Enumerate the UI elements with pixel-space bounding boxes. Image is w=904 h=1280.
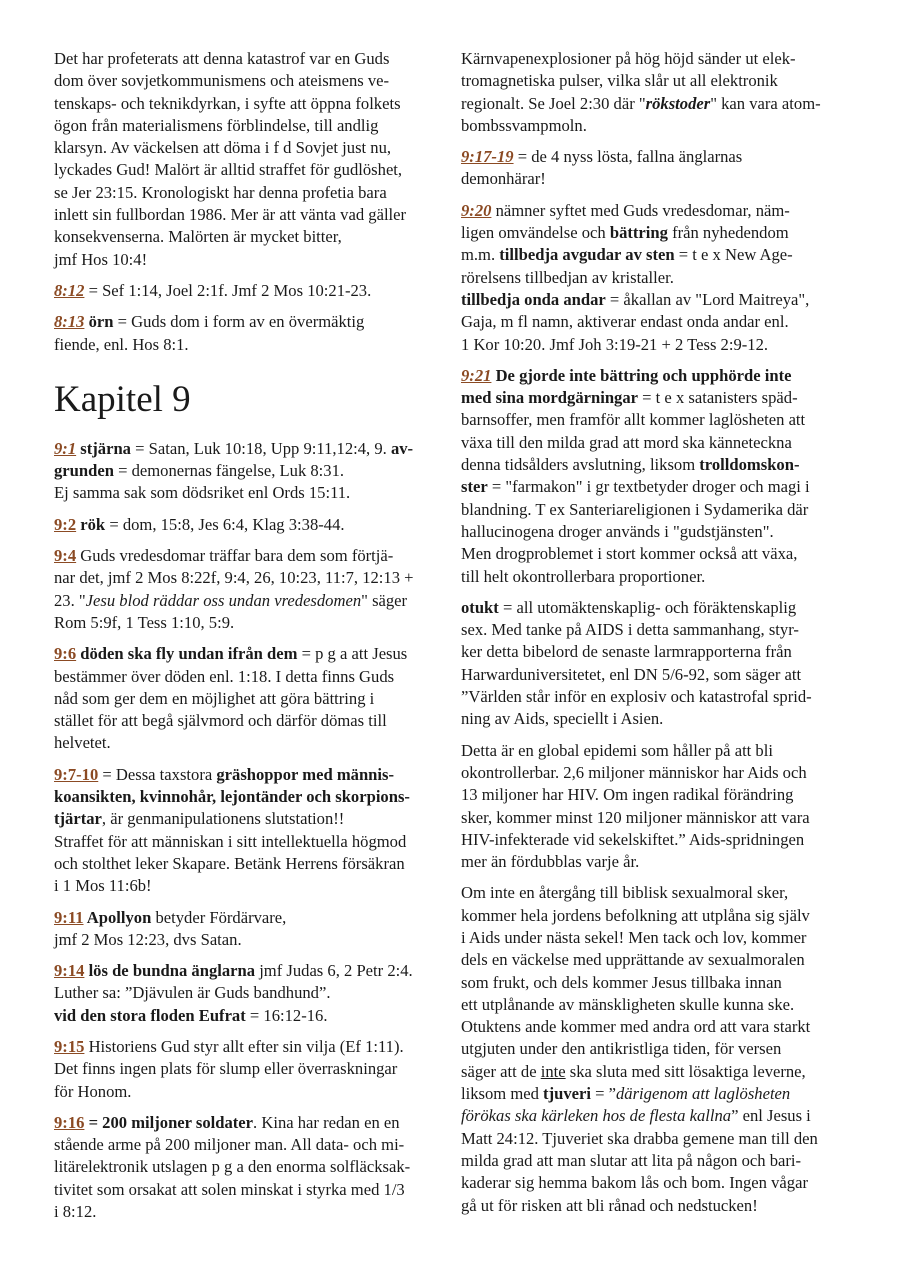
verse-ref-link[interactable]: 9:1 (54, 438, 77, 458)
quote-text: Jesu blod räddar oss undan vredesdomen (85, 590, 362, 610)
verse-ref-link[interactable]: 8:13 (54, 312, 85, 332)
text-line: tromagnetiska pulser, vilka slår ut all elektronik (461, 71, 778, 91)
verse-text: = t e x New Age- (674, 245, 793, 265)
text-line: Rom 5:9f, 1 Tess 1:10, 5:9. (54, 612, 235, 632)
verse-ref-link[interactable]: 9:17-19 (461, 147, 514, 167)
verse-text: = Dessa taxstora (98, 764, 217, 784)
verse-text: från nyhedendom (667, 223, 789, 243)
verse-ref-link[interactable]: 9:6 (54, 644, 77, 664)
verse-text: 23. " (54, 590, 86, 610)
keyword: döden ska fly undan ifrån dem (76, 644, 298, 664)
verse-ref-link[interactable]: 9:4 (54, 546, 77, 566)
verse-text: denna tidsålders avslutning, liksom (461, 455, 700, 475)
text-line: i 8:12. (54, 1202, 97, 1222)
text-line: inlett sin fullbordan 1986. Mer är att vänta vad gäller (54, 205, 407, 225)
text-line: Otuktens ande kommer med andra ord att vara starkt (461, 1017, 811, 1037)
keyword: gräshoppor med männis- (216, 764, 395, 784)
text-line: ögon från materialismens förblindelse, till andlig (54, 115, 379, 135)
verse-text: Guds vredesdomar träffar bara dem som förtjä- (76, 546, 394, 566)
text-line: barnsoffer, men framför allt kommer laglösheten att (461, 410, 806, 430)
verse-ref-link[interactable]: 9:21 (461, 365, 492, 385)
text-line: i Aids under nästa sekel! Men tack och lov, kommer (461, 927, 807, 947)
text-line: okontrollerbar. 2,6 miljoner människor har Aids och (461, 762, 807, 782)
text-line: jmf Hos 10:4! (54, 249, 148, 269)
verse-ref-link[interactable]: 9:14 (54, 961, 85, 981)
keyword: grunden (54, 461, 114, 481)
verse-text: , är genmanipulationens slutstation!! (101, 809, 345, 829)
verse-9-4 (54, 545, 439, 634)
verse-text: = dom, 15:8, Jes 6:4, Klag 3:38-44. (105, 514, 345, 534)
verse-text: m.m. (461, 245, 500, 265)
verse-text: = "farmakon" i gr textbetyder droger och magi i (487, 477, 810, 497)
underlined-word: inte (540, 1061, 566, 1081)
text-line: Matt 24:12. Tjuveriet ska drabba gemene man till den (461, 1128, 818, 1148)
keyword: med sina mordgärningar (461, 388, 639, 408)
text-line: ”Världen står inför en explosiv och katastrofal sprid- (461, 687, 812, 707)
text-line: gå ut för risken att bli rånad och nedstucken! (461, 1195, 758, 1215)
text-line: 13 miljoner har HIV. Om ingen radikal förändring (461, 785, 794, 805)
text-line: tivitet som orsakat att solen minskat i styrka med 1/3 (54, 1179, 405, 1199)
verse-9-7-10 (54, 764, 439, 898)
keyword: stjärna (76, 438, 131, 458)
keyword: otukt (461, 597, 499, 617)
verse-text: = de 4 nyss lösta, fallna änglarnas (513, 147, 743, 167)
verse-text: betyder Fördärvare, (151, 907, 287, 927)
verse-text: Historiens Gud styr allt efter sin vilja (Ef 1:11). (84, 1036, 404, 1056)
text-line: i 1 Mos 11:6b! (54, 876, 152, 896)
verse-text: jmf Judas 6, 2 Petr 2:4. (255, 961, 413, 981)
keyword: av- (390, 438, 414, 458)
verse-text: säger att de (461, 1061, 541, 1081)
text-line: ker detta bibelord de senaste larmrapporterna från (461, 642, 792, 662)
text-line: bestämmer över döden enl. 1:18. I detta finns Guds (54, 666, 395, 686)
text-line: nar det, jmf 2 Mos 8:22f, 9:4, 26, 10:23, 11:7, 12:13 + (54, 568, 414, 588)
verse-text: = Guds dom i form av en övermäktig (113, 312, 365, 332)
text-line: bombssvampmoln. (461, 115, 587, 135)
text-line: nåd som ger dem en möjlighet att göra bättring i (54, 688, 375, 708)
text-line: Men drogproblemet i stort kommer också att växa, (461, 544, 798, 564)
verse-text: liksom med (461, 1084, 544, 1104)
verse-9-6 (54, 643, 439, 754)
text-line: litärelektronik utslagen p g a den enorma solfläcksak- (54, 1157, 411, 1177)
verse-ref-link[interactable]: 8:12 (54, 280, 85, 300)
text-line: lyckades Gud! Malört är alltid straffet för gudlöshet, (54, 160, 403, 180)
verse-text: = ” (590, 1084, 616, 1104)
text-line: Kärnvapenexplosioner på hög höjd sänder ut elek- (461, 49, 796, 68)
verse-text: = demonernas fängelse, Luk 8:31. (113, 461, 345, 481)
text-line: helvetet. (54, 733, 111, 753)
keyword: tillbedja onda andar (461, 289, 606, 309)
verse-9-1 (54, 438, 439, 505)
text-line: 1 Kor 10:20. Jmf Joh 3:19-21 + 2 Tess 2:9-12. (461, 334, 769, 354)
text-line: dom över sovjetkommunismens och ateismens ve- (54, 71, 390, 91)
text-line: för Honom. (54, 1081, 132, 1101)
verse-text: . Kina har redan en en (253, 1112, 400, 1132)
text-line: mer än fördubblas varje år. (461, 852, 640, 872)
keyword: tjuveri (543, 1084, 591, 1104)
text-line: Det har profeterats att denna katastrof var en Guds (54, 49, 390, 68)
text-line: Detta är en global epidemi som håller på att bli (461, 740, 773, 760)
text-line: klarsyn. Av väckelsen att döma i f d Sovjet just nu, (54, 138, 392, 158)
keyword: = 200 miljoner soldater (84, 1112, 254, 1132)
keyword: örn (84, 312, 114, 332)
text-line: Det finns ingen plats för slump eller överraskningar (54, 1059, 398, 1079)
verse-text: = all utomäktenskaplig- och föräktenskaplig (498, 597, 797, 617)
verse-8-12 (54, 280, 439, 302)
verse-ref-link[interactable]: 9:20 (461, 200, 492, 220)
verse-text: ligen omvändelse och (461, 223, 610, 243)
text-line: ett utplånande av mänskligheten skulle kunna ske. (461, 994, 795, 1014)
chapter-heading: Kapitel 9 (54, 378, 191, 420)
text-line: växa till den milda grad att mord ska känneteckna (461, 432, 792, 452)
text-line: Harwarduniversitetet, enl DN 5/6-92, som säger att (461, 664, 802, 684)
verse-text: = Sef 1:14, Joel 2:1f. Jmf 2 Mos 10:21-23. (84, 280, 372, 300)
global-epidemic-paragraph (461, 740, 846, 874)
text-line: och stolthet leker Skapare. Betänk Herrens försäkran (54, 853, 405, 873)
text-line: stående arme på 200 miljoner man. All data- och mi- (54, 1135, 405, 1155)
text-line: Om inte en återgång till biblisk sexualmoral sker, (461, 883, 789, 903)
text-line: hallucinogena droger används i "gudstjänsten". (461, 521, 774, 541)
text-line: stället för att begå självmord och därför dömas till (54, 711, 387, 731)
text-line: HIV-infekterade vid sekelskiftet.” Aids-spridningen (461, 829, 805, 849)
text-line: milda grad att man slutar att lita på någon och bari- (461, 1150, 802, 1170)
verse-text: " säger (361, 590, 408, 610)
verse-9-14 (54, 960, 439, 1027)
keyword: Apollyon (83, 907, 152, 927)
otukt-paragraph (461, 597, 846, 731)
text-line: konsekvenserna. Malörten är mycket bitter, (54, 227, 342, 247)
verse-text: ska sluta med sitt lösaktiga leverne, (565, 1061, 806, 1081)
verse-text: nämner syftet med Guds vredesdomar, näm- (491, 200, 790, 220)
text-line: kommer hela jordens befolkning att utplåna sig själv (461, 905, 810, 925)
text-line: till helt okontrollerbara proportioner. (461, 566, 706, 586)
right-column (461, 48, 846, 1226)
verse-ref-link[interactable]: 9:15 (54, 1036, 85, 1056)
final-paragraph (461, 882, 846, 1216)
verse-ref-link[interactable]: 9:16 (54, 1112, 85, 1132)
quote-text: förökas ska kärleken hos de flesta kallna (461, 1106, 732, 1126)
text-line: fiende, enl. Hos 8:1. (54, 334, 189, 354)
verse-9-16 (54, 1112, 439, 1223)
text-line: sker, kommer minst 120 miljoner människor att vara (461, 807, 810, 827)
text-line: Ej samma sak som dödsriket enl Ords 15:11. (54, 483, 351, 503)
intro-paragraph (54, 48, 439, 271)
text-line: tenskaps- och teknikdyrkan, i syfte att öppna folkets (54, 93, 401, 113)
text-line: jmf 2 Mos 12:23, dvs Satan. (54, 929, 242, 949)
verse-text: = t e x satanisters späd- (638, 388, 798, 408)
text-line: ning av Aids, speciellt i Asien. (461, 709, 664, 729)
verse-9-2 (54, 514, 439, 536)
verse-9-17-19 (461, 146, 846, 191)
text-line: Straffet för att människan i sitt intellektuella högmod (54, 831, 407, 851)
text-line: blandning. T ex Santeriareligionen i Sydamerika där (461, 499, 809, 519)
verse-text: " kan vara atom- (710, 93, 821, 113)
keyword: bättring (609, 223, 668, 243)
text-line: sex. Med tanke på AIDS i detta sammanhang, styr- (461, 620, 799, 640)
verse-9-15 (54, 1036, 439, 1103)
keyword: ster (461, 477, 488, 497)
text-line: kaderar sig hemma bakom lås och bom. Ingen vågar (461, 1173, 808, 1193)
text-line: Gaja, m fl namn, aktiverar endast onda andar enl. (461, 312, 789, 332)
nuclear-paragraph (461, 48, 846, 137)
verse-ref-link[interactable]: 9:11 (54, 907, 84, 927)
keyword: trolldomskon- (699, 455, 800, 475)
keyword: rök (76, 514, 106, 534)
verse-9-20 (461, 200, 846, 356)
verse-8-13 (54, 311, 439, 356)
left-column (54, 48, 439, 1232)
verse-9-11 (54, 907, 439, 952)
keyword: tillbedja avgudar av sten (499, 245, 675, 265)
keyword: lös de bundna änglarna (84, 961, 256, 981)
keyword: tjärtar (54, 809, 102, 829)
verse-ref-link[interactable]: 9:2 (54, 514, 77, 534)
keyword: vid den stora floden Eufrat (54, 1005, 246, 1025)
verse-text: = p g a att Jesus (297, 644, 408, 664)
text-line: utgjuten under den antikristliga tiden, för versen (461, 1039, 782, 1059)
text-line: som frukt, och dels kommer Jesus tillbaka innan (461, 972, 782, 992)
keyword: koansikten, kvinnohår, lejontänder och skorpions- (54, 787, 410, 807)
verse-text: = Satan, Luk 10:18, Upp 9:11,12:4, 9. (130, 438, 391, 458)
quote-text: därigenom att laglösheten (616, 1084, 791, 1104)
keyword: rökstoder (645, 93, 711, 113)
verse-ref-link[interactable]: 9:7-10 (54, 764, 99, 784)
verse-text: regionalt. Se Joel 2:30 där " (461, 93, 646, 113)
text-line: demonhärar! (461, 169, 546, 189)
verse-text: = åkallan av "Lord Maitreya", (605, 289, 810, 309)
verse-text: ” enl Jesus i (731, 1106, 811, 1126)
text-line: rörelsens tillbedjan av kristaller. (461, 267, 674, 287)
text-line: dels en väckelse med upprättande av sexualmoralen (461, 950, 805, 970)
keyword: De gjorde inte bättring och upphörde inte (491, 365, 792, 385)
text-line: se Jer 23:15. Kronologiskt har denna profetia bara (54, 182, 387, 202)
text-line: Luther sa: ”Djävulen är Guds bandhund”. (54, 983, 331, 1003)
verse-9-21 (461, 365, 846, 588)
verse-text: = 16:12-16. (245, 1005, 328, 1025)
